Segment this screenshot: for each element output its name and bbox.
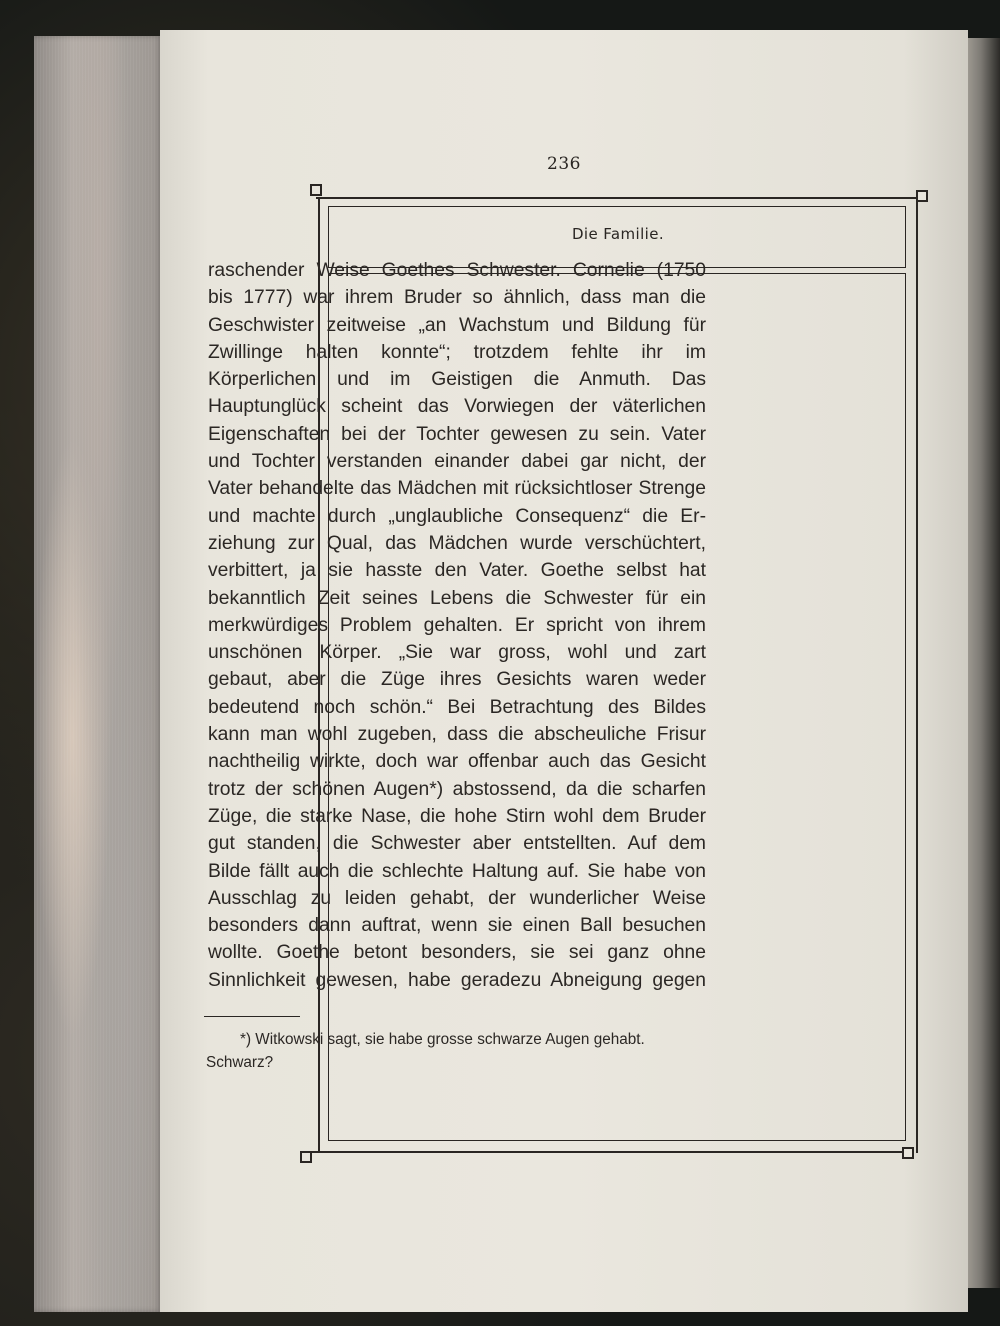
body-line: Zwillinge halten konnte“; trotzdem fehlte ihr im — [208, 341, 706, 363]
body-line: bis 1777) war ihrem Bruder so ähnlich, dass man die — [208, 287, 706, 309]
frame-top-line — [316, 197, 918, 199]
body-line: Eigenschaften bei der Tochter gewesen zu sein. Vater — [208, 423, 706, 445]
frame-corner-bottom-left — [300, 1151, 312, 1163]
footnote-rule — [204, 1016, 300, 1017]
frame-bottom-line — [306, 1151, 910, 1153]
body-line: besonders dann auftrat, wenn sie einen Ball besuchen — [208, 915, 706, 937]
body-line: raschender Weise Goethes Schwester. Cornelie (1750 — [208, 260, 706, 281]
body-line: Sinnlichkeit gewesen, habe geradezu Abneigung gegen — [208, 969, 706, 991]
body-line: Züge, die starke Nase, die hohe Stirn wohl dem Bruder — [208, 805, 706, 827]
frame-right-line — [916, 197, 918, 1153]
body-line: Körperlichen und im Geistigen die Anmuth. Das — [208, 369, 706, 391]
body-line: verbittert, ja sie hasste den Vater. Goethe selbst hat — [208, 560, 706, 582]
body-text — [208, 257, 706, 994]
body-line: wollte. Goethe betont besonders, sie sei ganz ohne — [208, 942, 706, 964]
frame-corner-top-right — [916, 190, 928, 202]
body-line: bedeutend noch schön.“ Bei Betrachtung des Bildes — [208, 696, 706, 718]
footnote — [206, 1028, 704, 1074]
body-line: Geschwister zeitweise „an Wachstum und Bildung für — [208, 314, 706, 336]
body-line: Ausschlag zu leiden gehabt, der wunderlicher Weise — [208, 887, 706, 909]
body-line: Hauptunglück scheint das Vorwiegen der väterlichen — [208, 396, 706, 418]
body-line: Vater behandelte das Mädchen mit rücksichtloser Strenge — [208, 478, 706, 500]
footnote-line: Schwarz? — [206, 1054, 274, 1071]
body-line: und machte durch „unglaubliche Consequenz“ die Er- — [208, 505, 706, 527]
body-line: kann man wohl zugeben, dass die abscheuliche Frisur — [208, 724, 706, 746]
page-number: 236 — [547, 154, 581, 174]
body-line: unschönen Körper. „Sie war gross, wohl und zart — [208, 642, 706, 664]
body-line: trotz der schönen Augen*) abstossend, da die scharfen — [208, 778, 706, 800]
book-gutter — [968, 38, 1000, 1288]
body-line: bekanntlich Zeit seines Lebens die Schwester für ein — [208, 587, 706, 609]
page-edges — [34, 36, 164, 1312]
body-line: nachtheilig wirkte, doch war offenbar auch das Gesicht — [208, 751, 706, 773]
frame-corner-bottom-right — [902, 1147, 914, 1159]
body-line: ziehung zur Qual, das Mädchen wurde verschüchtert, — [208, 532, 706, 554]
running-header-title: Die Familie. — [571, 225, 665, 243]
body-line: und Tochter verstanden einander dabei gar nicht, der — [208, 451, 706, 473]
frame-corner-top-left — [310, 184, 322, 196]
body-line: gut standen, die Schwester aber entstellten. Auf dem — [208, 833, 706, 855]
body-line: Bilde fällt auch die schlechte Haltung auf. Sie habe von — [208, 860, 706, 882]
body-line: gebaut, aber die Züge ihres Gesichts waren weder — [208, 669, 706, 691]
body-line: merkwürdiges Problem gehalten. Er spricht von ihrem — [208, 614, 706, 636]
footnote-line: *) Witkowski sagt, sie habe grosse schwarze Augen gehabt. — [240, 1031, 645, 1048]
